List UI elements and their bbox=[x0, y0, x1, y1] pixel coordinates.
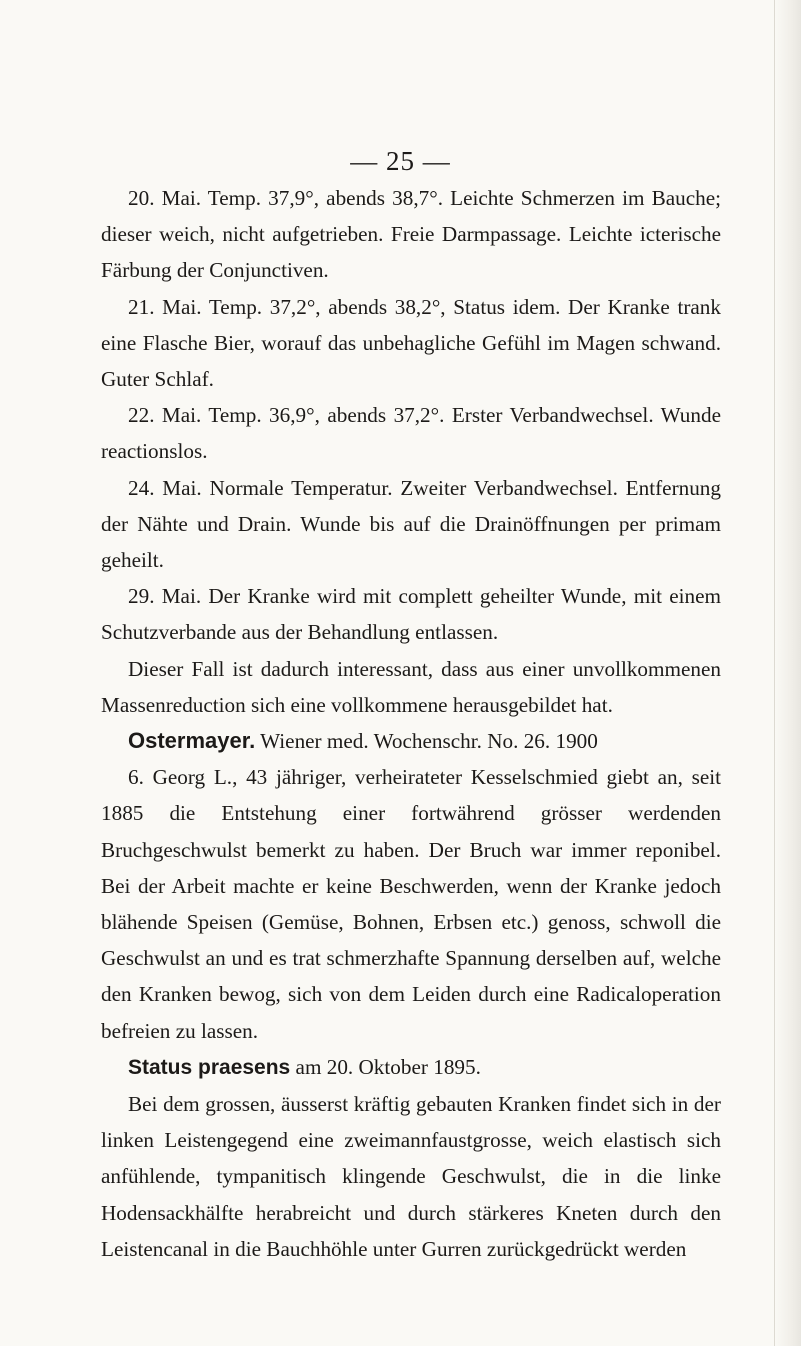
paragraph-conclusion: Dieser Fall ist dadurch interessant, dass aus einer unvollkommenen Massenreduction sich eine vollkommene herausgebildet hat. bbox=[101, 656, 721, 717]
reference-author: Ostermayer. bbox=[128, 728, 256, 754]
status-line bbox=[101, 1049, 721, 1086]
status-date: am 20. Oktober 1895. bbox=[295, 1054, 481, 1079]
paragraph-20-mai: 20. Mai. Temp. 37,9°, abends 38,7°. Leichte Schmerzen im Bauche; dieser weich, nicht aufgetrieben. Freie Darmpassage. Leichte icterische Färbung der Conjunctiven. bbox=[101, 186, 721, 283]
paragraph-29-mai: 29. Mai. Der Kranke wird mit complett geheilter Wunde, mit einem Schutzverbande aus der Behandlung entlassen. bbox=[101, 584, 721, 645]
paragraph-21-mai: 21. Mai. Temp. 37,2°, abends 38,2°, Status idem. Der Kranke trank eine Flasche Bier, worauf das unbehagliche Gefühl im Magen schwand. Guter Schlaf. bbox=[101, 294, 721, 392]
page-number: — 25 — bbox=[350, 146, 451, 176]
case-paragraph: 6. Georg L., 43 jähriger, verheirateter Kesselschmied giebt an, seit 1885 die Entstehung einer fortwährend grösser werdenden Bruchgeschwulst bemerkt zu haben. Der Bruch war immer reponibel. Bei der Arbeit machte er keine Beschwerden, wenn der Kranke jedoch blähende Speisen (Gemüse, Bohnen, Erbsen etc.) genoss, schwoll die Geschwulst an und es trat schmerzhafte Spannung derselben auf, welche den Kranken bewog, sich von dem Leiden durch eine Radicaloperation befreien zu lassen. bbox=[101, 765, 721, 1043]
reference-line bbox=[101, 723, 721, 759]
body-text bbox=[101, 180, 721, 1267]
paragraph-24-mai: 24. Mai. Normale Temperatur. Zweiter Verbandwechsel. Entfernung der Nähte und Drain. Wunde bis auf die Drainöffnungen per primam geheilt. bbox=[101, 475, 721, 573]
status-heading: Status praesens bbox=[128, 1055, 291, 1079]
paragraph-22-mai: 22. Mai. Temp. 36,9°, abends 37,2°. Erster Verbandwechsel. Wunde reactionslos. bbox=[101, 403, 721, 464]
findings-paragraph: Bei dem grossen, äusserst kräftig gebauten Kranken findet sich in der linken Leistengegend eine zweimannfaustgrosse, weich elastisch sich anfühlende, tympanitisch klingende Geschwulst, die in die linke Hodensackhälfte herabreicht und durch stärkeres Kneten durch den Leistencanal in die Bauchhöhle unter Gurren zurückgedrückt werden bbox=[101, 1092, 721, 1261]
page-edge bbox=[774, 0, 801, 1346]
reference-citation: Wiener med. Wochenschr. No. 26. 1900 bbox=[260, 729, 598, 754]
